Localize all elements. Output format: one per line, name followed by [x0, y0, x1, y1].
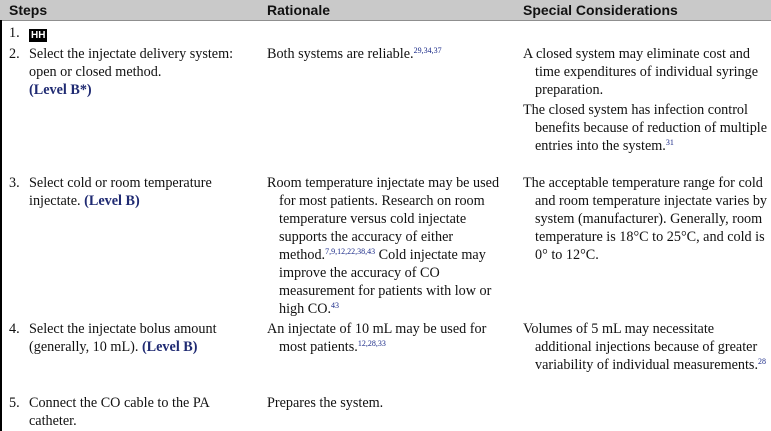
rationale-cell — [267, 174, 512, 318]
step-number: 1. — [9, 25, 20, 41]
step-3 — [9, 174, 254, 210]
consideration-paragraph: The closed system has infection control benefits because of reduction of multiple entries into the system.$^{31}$ — [523, 102, 768, 154]
table-left-border — [0, 20, 2, 431]
hand-hygiene-icon: HH — [31, 30, 46, 41]
reference-superscript: 29,34,37 — [413, 46, 442, 55]
rationale-text: An injectate of 10 mL may be used for most patients. — [267, 321, 487, 355]
rationale-cell — [267, 45, 512, 63]
evidence-level: (Level B) — [141, 339, 198, 355]
table-row — [9, 174, 254, 210]
rationale-text: Cold injectate may improve the accuracy of CO measurement for patients with low or high CO. — [279, 247, 492, 317]
reference-superscript: 7,9,12,22,38,43 — [325, 247, 376, 256]
step-number: 5. — [9, 395, 20, 411]
reference-superscript: 43 — [331, 301, 340, 310]
step-number: 2. — [9, 46, 20, 62]
reference-superscript: 12,28,33 — [357, 339, 386, 348]
table-row — [9, 24, 254, 42]
header-steps: Steps — [9, 2, 48, 18]
table-row — [9, 320, 254, 356]
rationale-text: Room temperature injectate may be used for most patients. Research on room temperature versus cold injectate supports the accuracy of either method. — [267, 175, 500, 263]
evidence-level: (Level B*) — [29, 82, 92, 98]
step-number: 4. — [9, 321, 20, 337]
rationale-text: Both systems are reliable. — [267, 46, 414, 62]
rationale-cell — [267, 394, 512, 412]
step-1 — [9, 24, 254, 42]
table-header — [0, 0, 771, 21]
table-row — [9, 45, 254, 99]
step-4 — [9, 320, 254, 356]
header-rationale: Rationale — [267, 2, 331, 18]
evidence-level: (Level B) — [84, 193, 140, 209]
consideration-cell — [523, 174, 768, 264]
step-number: 3. — [9, 175, 20, 191]
step-text: Select cold or room temperature injectate. — [29, 175, 212, 209]
step-5 — [9, 394, 254, 430]
consideration-cell — [523, 45, 768, 155]
table-row — [9, 394, 254, 430]
step-text: Select the injectate bolus amount (generally, 10 mL). — [29, 321, 217, 355]
step-text: Connect the CO cable to the PA catheter. — [29, 395, 209, 429]
reference-superscript: 31 — [665, 138, 674, 147]
consideration-paragraph: The acceptable temperature range for cold and room temperature injectate varies by system (manufacturer). Generally, room temperature is 18°C to 25°C, and cold is 0° to 12°C. — [523, 175, 768, 263]
consideration-paragraph: A closed system may eliminate cost and time expenditures of individual syringe preparation. — [523, 46, 759, 98]
header-special-considerations: Special Considerations — [523, 2, 678, 18]
reference-superscript: 28 — [758, 357, 767, 366]
rationale-text: Prepares the system. — [267, 395, 384, 411]
step-2 — [9, 45, 254, 99]
step-text: Select the injectate delivery system: open or closed method. — [29, 46, 234, 80]
rationale-cell — [267, 320, 512, 356]
consideration-paragraph: Volumes of 5 mL may necessitate additional injections because of greater variability of individual measurements. — [523, 321, 759, 373]
consideration-cell — [523, 320, 768, 374]
